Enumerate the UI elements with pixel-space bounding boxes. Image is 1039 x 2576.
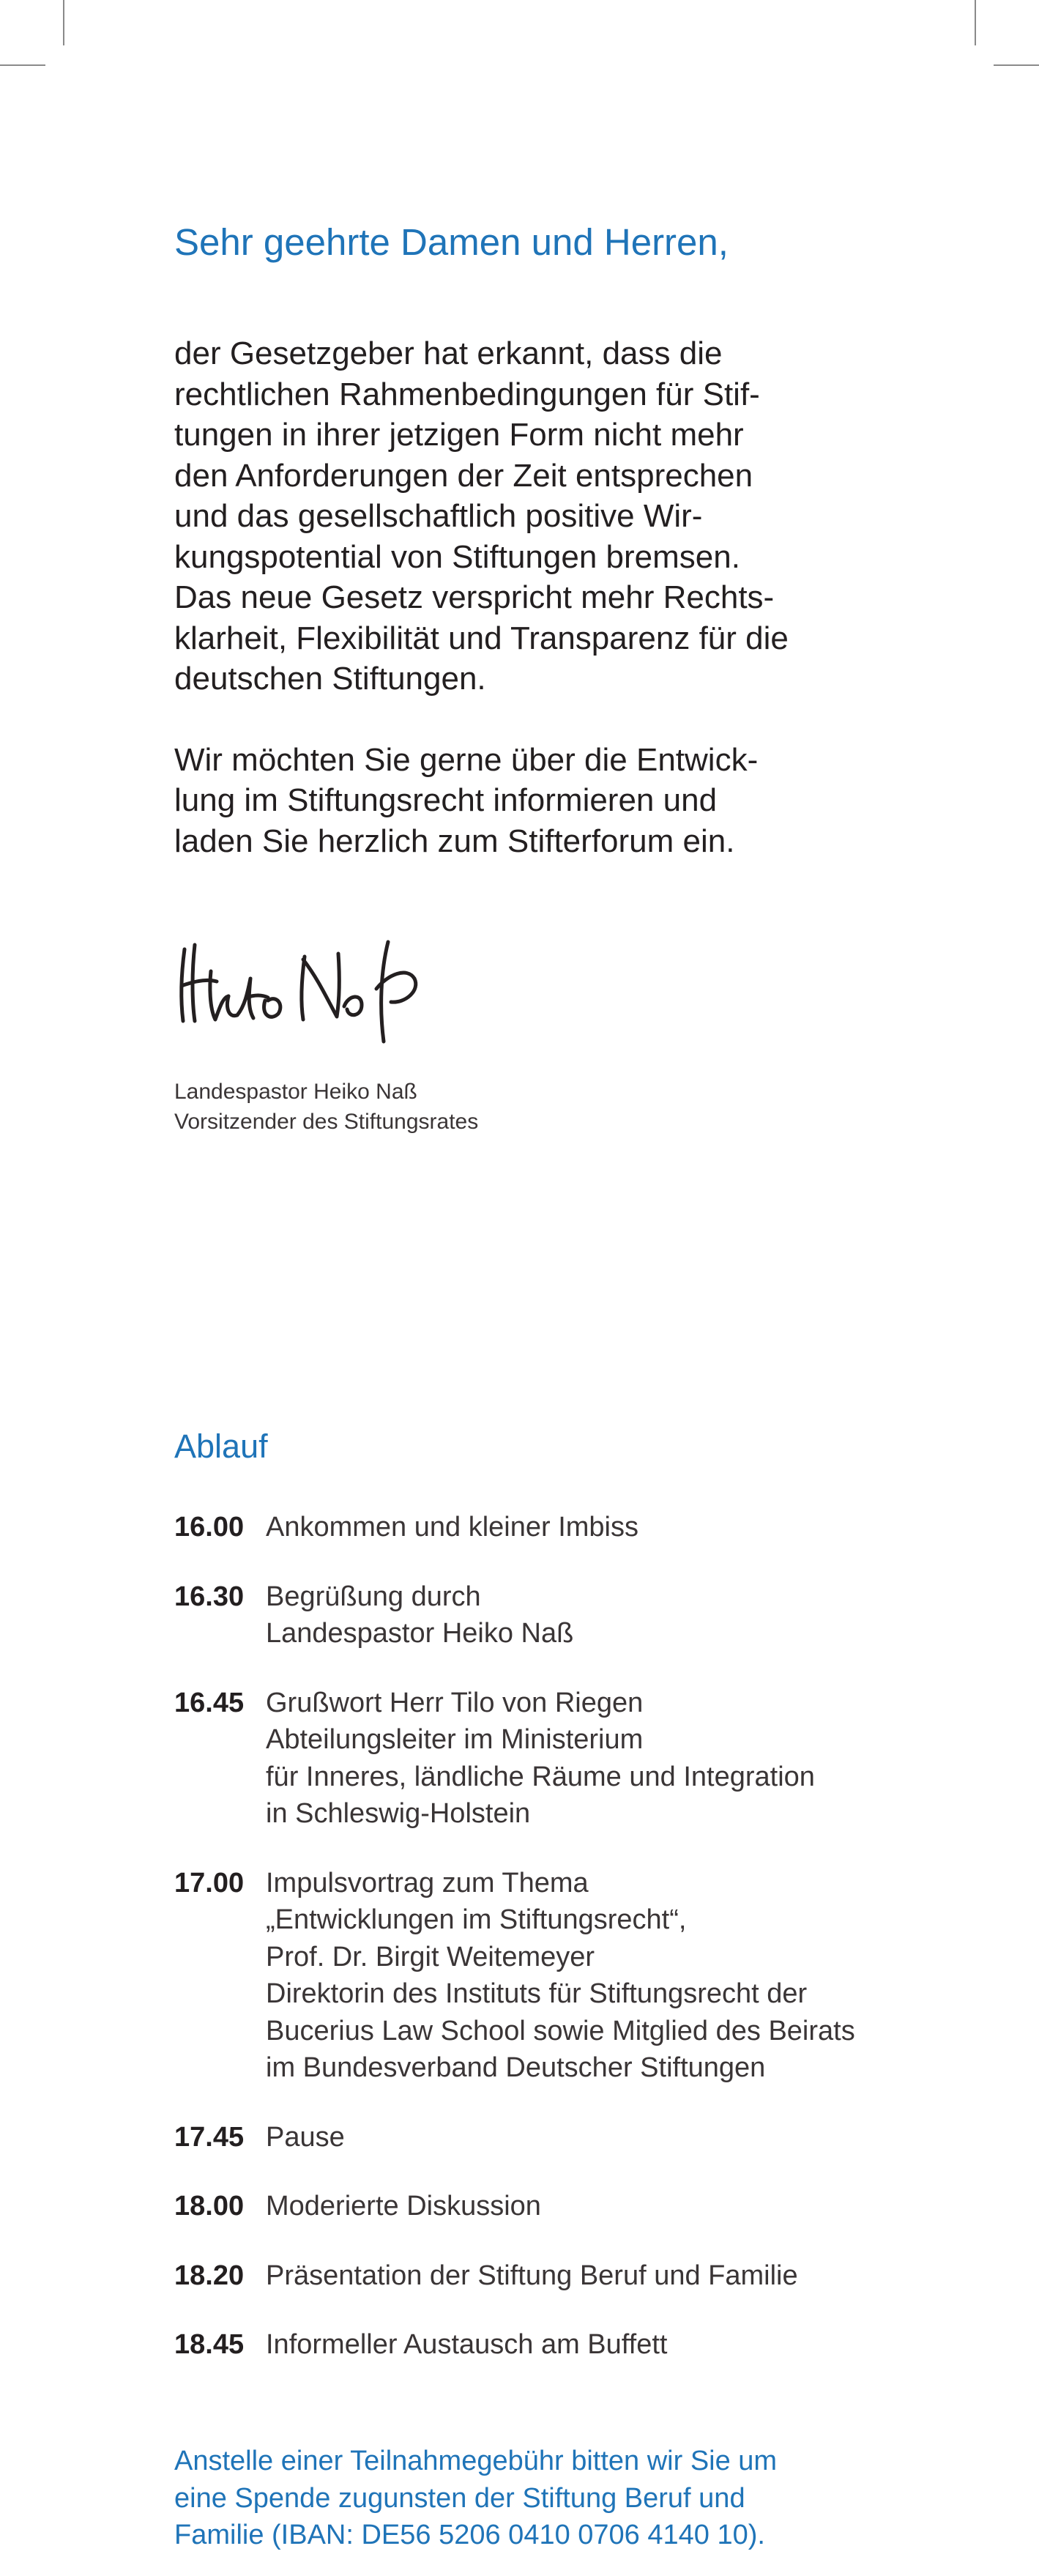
schedule-description	[266, 1578, 573, 1652]
schedule-time: 18.00	[174, 2191, 245, 2221]
schedule-description-line: Begrüßung durch	[266, 1581, 481, 1612]
schedule-list	[174, 1509, 980, 2364]
greeting-heading: Sehr geehrte Damen und Herren,	[174, 221, 729, 263]
donation-line: eine Spende zugunsten der Stiftung Beruf und	[174, 2482, 745, 2514]
schedule-description-line: Abteilungsleiter im Ministerium	[266, 1724, 644, 1755]
schedule-description-line: Pause	[266, 2121, 345, 2153]
body-line: lung im Stiftungsrecht informieren und	[174, 782, 718, 819]
schedule-description	[266, 2119, 345, 2156]
schedule-title: Ablauf	[174, 1428, 268, 1465]
schedule-entry	[174, 2188, 980, 2225]
donation-line: Familie (IBAN: DE56 5206 0410 0706 4140 10).	[174, 2520, 765, 2550]
crop-mark-top-left-horizontal	[0, 64, 45, 66]
schedule-description-line: Direktorin des Instituts für Stiftungsrecht der	[266, 1978, 808, 2009]
schedule-time: 17.45	[174, 2121, 245, 2153]
schedule-description-line: Grußwort Herr Tilo von Riegen	[266, 1687, 644, 1718]
schedule-description	[266, 2188, 541, 2225]
schedule-description-line: in Schleswig-Holstein	[266, 1798, 531, 1829]
schedule-description-line: Ankommen und kleiner Imbiss	[266, 1512, 638, 1543]
crop-mark-top-right-horizontal	[994, 64, 1039, 66]
body-line: kungspotential von Stiftungen bremsen.	[174, 538, 740, 575]
signer-role: Vorsitzender des Stiftungsrates	[174, 1110, 479, 1135]
schedule-time: 17.00	[174, 1867, 245, 1898]
letter	[174, 220, 906, 1137]
schedule-entry	[174, 1578, 980, 1652]
schedule-description-line: „Entwicklungen im Stiftungsrecht“,	[266, 1904, 687, 1935]
body-line: Das neue Gesetz verspricht mehr Rechts-	[174, 579, 775, 616]
schedule-entry	[174, 2257, 980, 2295]
crop-mark-top-right-vertical	[975, 0, 976, 45]
schedule-description-line: Impulsvortrag zum Thema	[266, 1867, 589, 1898]
crop-mark-top-left-vertical	[63, 0, 64, 45]
schedule-description	[266, 1865, 855, 2087]
body-line: den Anforderungen der Zeit entsprechen	[174, 457, 753, 494]
body-paragraph-1	[174, 333, 906, 699]
donation-line: Anstelle einer Teilnahmegebühr bitten wir Sie um	[174, 2446, 778, 2476]
body-line: und das gesellschaftlich positive Wir-	[174, 498, 703, 535]
body-line: rechtlichen Rahmenbedingungen für Stif-	[174, 376, 760, 412]
schedule-time: 16.45	[174, 1687, 245, 1718]
schedule-description-line: Informeller Austausch am Buffett	[266, 2329, 668, 2360]
schedule-description	[266, 2326, 667, 2364]
schedule-time: 18.45	[174, 2329, 245, 2360]
schedule-description	[266, 1509, 638, 1546]
schedule-entry	[174, 1865, 980, 2087]
schedule-description-line: für Inneres, ländliche Räume und Integration	[266, 1761, 815, 1792]
body-line: der Gesetzgeber hat erkannt, dass die	[174, 335, 723, 372]
schedule-description	[266, 1685, 815, 1833]
schedule-time: 16.00	[174, 1512, 245, 1543]
body-line: Wir möchten Sie gerne über die Entwick-	[174, 741, 759, 778]
schedule-entry	[174, 1509, 980, 1546]
body-line: tungen in ihrer jetzigen Form nicht mehr	[174, 417, 744, 453]
body-paragraph-2	[174, 740, 906, 862]
signer-name: Landespastor Heiko Naß	[174, 1080, 417, 1105]
handwritten-signature	[174, 927, 460, 1044]
schedule-description-line: Präsentation der Stiftung Beruf und Familie	[266, 2260, 798, 2291]
schedule-entry	[174, 2119, 980, 2156]
letter-body	[174, 333, 906, 861]
schedule-entry	[174, 1685, 980, 1833]
schedule-description-line: Landespastor Heiko Naß	[266, 1618, 574, 1649]
schedule-description-line: im Bundesverband Deutscher Stiftungen	[266, 2052, 766, 2083]
schedule-time: 18.20	[174, 2260, 245, 2291]
schedule-description-line: Moderierte Diskussion	[266, 2191, 541, 2221]
body-line: deutschen Stiftungen.	[174, 661, 486, 697]
signer-block	[174, 1077, 906, 1137]
schedule-description-line: Bucerius Law School sowie Mitglied des Beirats	[266, 2015, 855, 2046]
body-line: klarheit, Flexibilität und Transparenz für die	[174, 620, 789, 656]
schedule-entry	[174, 2326, 980, 2364]
schedule-time: 16.30	[174, 1581, 245, 1612]
schedule-description-line: Prof. Dr. Birgit Weitemeyer	[266, 1941, 595, 1972]
body-line: laden Sie herzlich zum Stifterforum ein.	[174, 823, 735, 859]
schedule-description	[266, 2257, 798, 2295]
donation-note	[174, 2443, 980, 2554]
